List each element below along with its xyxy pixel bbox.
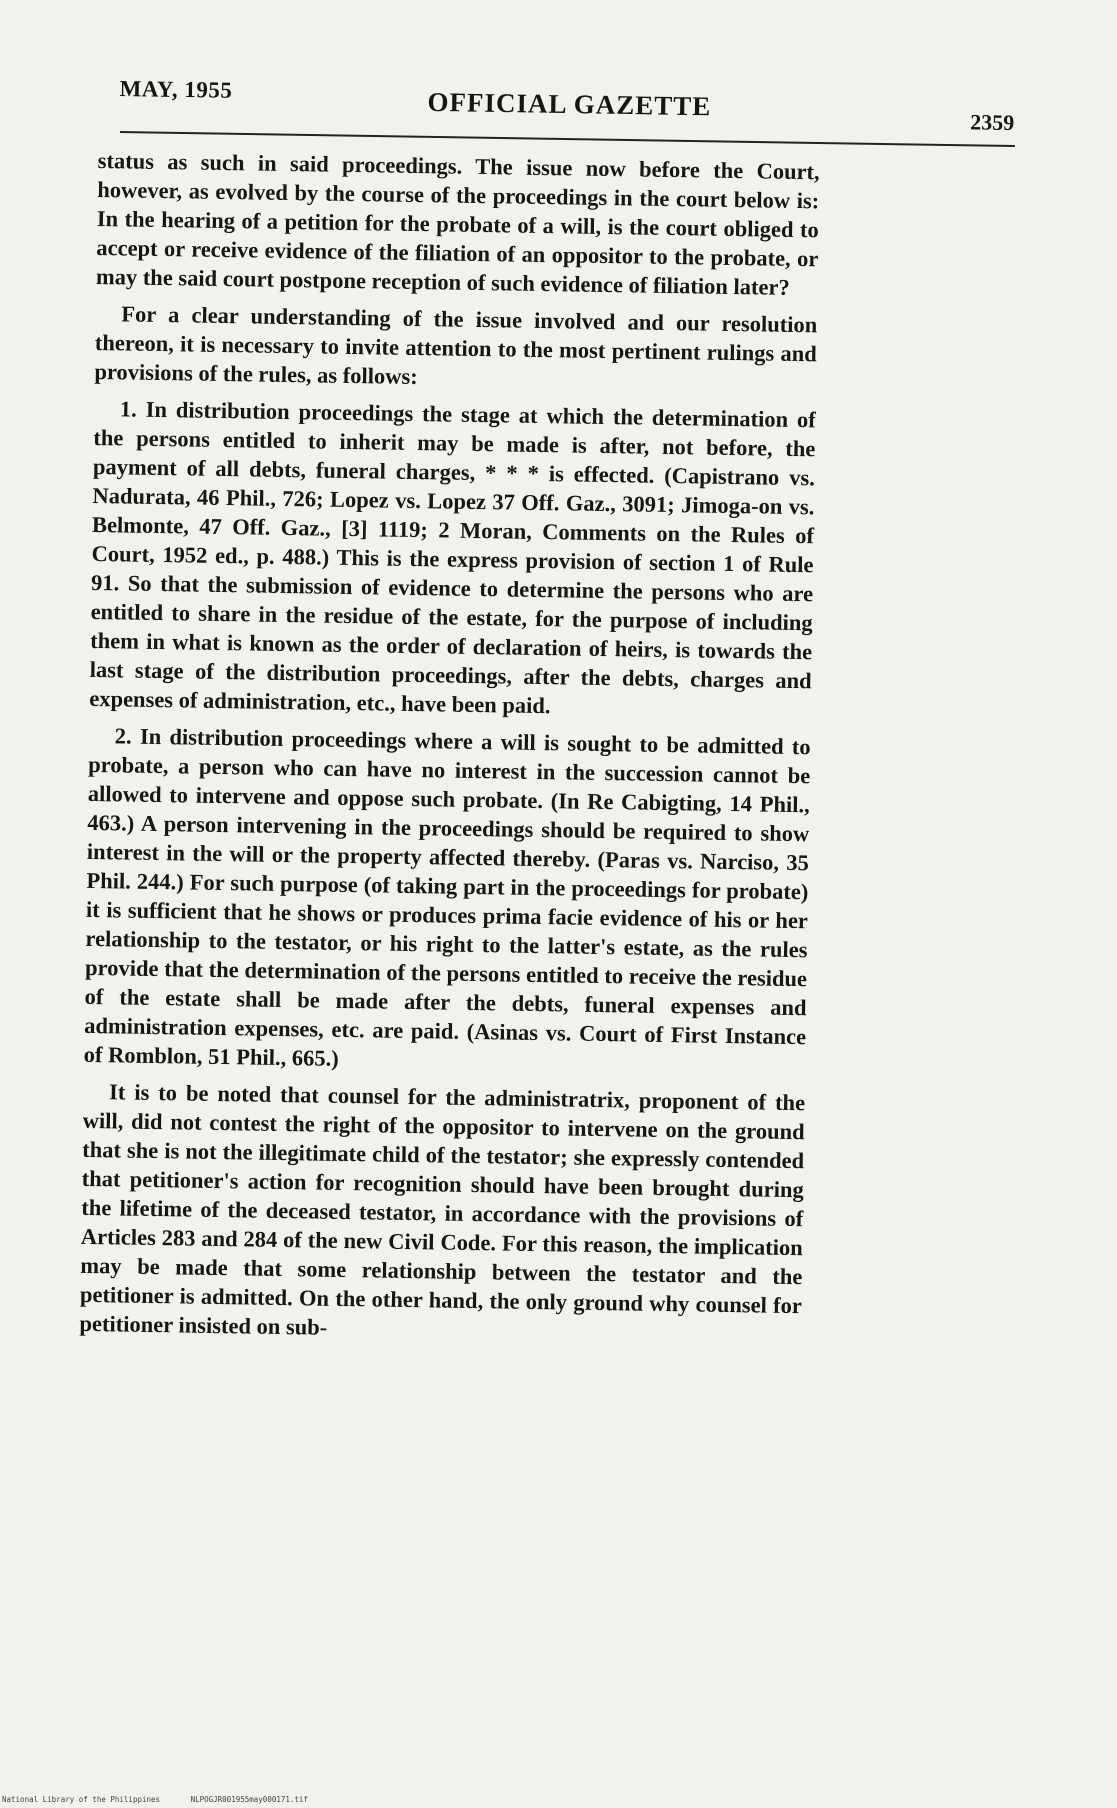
- paragraph-2: For a clear understanding of the issue involved and our resolution thereon, it is necessary to invite attention to the most pertinent rulings and provisions of the rules, as follows:: [94, 301, 818, 390]
- article-body: [79, 146, 820, 1357]
- paragraph-3: 1. In distribution proceedings the stage at which the determination of the persons entitled to inherit may be made is after, not before, the payment of all debts, funeral charges, * * * is effected. (Capistrano vs. Nadurata, 46 Phil., 726; Lopez vs. Lopez 37 Off. Gaz., 3091; Jimoga-on vs. Belmonte, 47 Off. Gaz., [3] 1119; 2 Moran, Comments on the Rules of Court, 1952 ed., p. 488.) This is the express provision of section 1 of Rule 91. So that the submission of evidence to determine the persons who are entitled to share in the residue of the estate, for the purpose of including them in what is known as the order of declaration of heirs, is towards the last stage of the distribution proceedings, after the debts, charges and expenses of administration, etc., have been paid.: [89, 396, 816, 719]
- footer-filename: NLPOGJR001955may000171.tif: [190, 1795, 308, 1804]
- scan-footer: [2, 1795, 334, 1804]
- paragraph-1: status as such in said proceedings. The issue now before the Court, however, as evolved by the course of the proceedings in the court below is: In the hearing of a petition for the probate of a will, is the court obliged to accept or receive evidence of the filiation of an oppositor to the probate, or may the said court postpone reception of such evidence of filiation later?: [95, 147, 820, 300]
- header-page-number: 2359: [970, 109, 1015, 136]
- footer-library: National Library of the Philippines: [2, 1795, 161, 1804]
- page-header: [119, 68, 1015, 142]
- paragraph-4: 2. In distribution proceedings where a will is sought to be admitted to probate, a person who can have no interest in the succession cannot be allowed to intervene and oppose such probate. (In Re Cabigting, 14 Phil., 463.) A person intervening in the proceedings should be required to show interest in the will or the property affected thereby. (Paras vs. Narciso, 35 Phil. 244.) For such purpose (of taking part in the proceedings for probate) it is sufficient that he shows or produces prima facie evidence of his or her relationship to the testator, or his right to the latter's estate, as the rules provide that the determination of the persons entitled to receive the residue of the estate shall be made after the debts, funeral expenses and administration expenses, etc. are paid. (Asinas vs. Court of First Instance of Romblon, 51 Phil., 665.): [83, 723, 811, 1071]
- paragraph-5: It is to be noted that counsel for the administratrix, proponent of the will, did not contest the right of the oppositor to intervene on the ground that she is not the illegitimate child of the testator; she expressly contended that petitioner's action for recognition should have been brought during the lifetime of the deceased testator, in accordance with the provisions of Articles 283 and 284 of the new Civil Code. For this reason, the implication may be made that some relationship between the testator and the petitioner is admitted. On the other hand, the only ground why counsel for petitioner insisted on sub-: [79, 1079, 806, 1340]
- header-date: MAY, 1955: [119, 75, 233, 103]
- header-title: OFFICIAL GAZETTE: [427, 86, 712, 122]
